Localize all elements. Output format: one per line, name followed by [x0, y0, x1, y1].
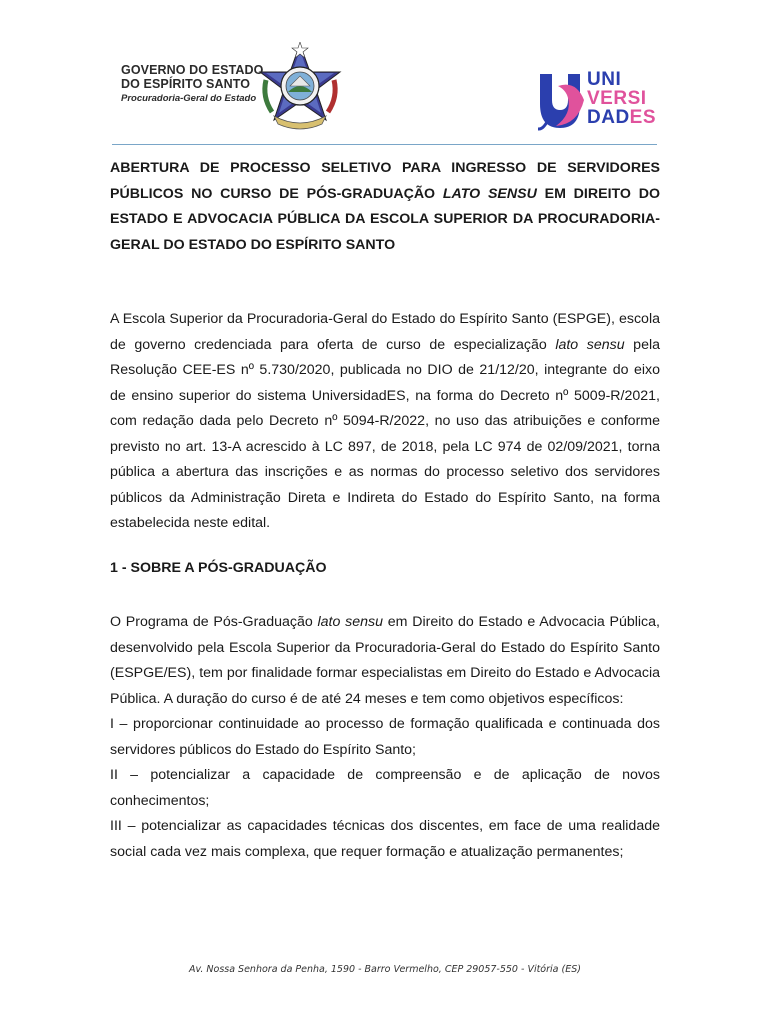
section-heading: 1 - SOBRE A PÓS-GRADUAÇÃO — [110, 560, 327, 576]
intro-paragraph — [110, 307, 660, 537]
univ-line3 — [587, 108, 656, 127]
universidades-logo-text — [587, 70, 656, 127]
title-part1: ABERTURA DE PROCESSO SELETIVO PARA INGRESSO DE SERVIDORES PÚBLICOS NO CURSO DE PÓS-GRADUAÇÃO — [110, 160, 660, 202]
section-paragraph — [110, 610, 660, 712]
government-logo-text — [121, 64, 263, 104]
intro-part2: pela Resolução CEE-ES nº 5.730/2020, publicada no DIO de 21/12/20, integrante do eixo de ensino superior do sistema UniversidadES, na forma do Decreto nº 5009-R/2021, com redação dada pelo Decreto nº 5094-R/2022, no uso das atribuições e conforme previsto no art. 13-A acrescido à LC 897, de 2018, pela LC 974 de 02/09/2021, torna pública a abertura das inscrições e as normas do processo seletivo dos servidores públicos da Administração Direta e Indireta do Estado do Espírito Santo, na forma estabelecida neste edital. — [110, 336, 661, 531]
document-title — [110, 156, 660, 258]
univ-line3a: DAD — [587, 107, 630, 128]
gov-name-line1: GOVERNO DO ESTADO — [121, 63, 264, 77]
section-para-part1: O Programa de Pós-Graduação — [110, 614, 318, 630]
intro-italic: lato sensu — [555, 336, 625, 353]
list-item: II – potencializar a capacidade de compreensão e de aplicação de novos conhecimentos; — [110, 767, 660, 809]
title-italic: LATO SENSU — [442, 185, 537, 202]
list-item: I – proporcionar continuidade ao processo de formação qualificada e continuada dos servidores públicos do Estado do Espírito Santo; — [110, 716, 660, 758]
letterhead — [0, 0, 770, 150]
footer-address: Av. Nossa Senhora da Penha, 1590 - Barro Vermelho, CEP 29057-550 - Vitória (ES) — [189, 964, 581, 975]
section-body — [110, 610, 660, 865]
intro-part1: A Escola Superior da Procuradoria-Geral do Estado do Espírito Santo (ESPGE), escola de governo credenciada para oferta de curso de especialização — [110, 311, 660, 353]
gov-name-line2: DO ESPÍRITO SANTO — [121, 76, 251, 91]
section-para-part2: em Direito do Estado e Advocacia Pública, desenvolvido pela Escola Superior da Procuradoria-Geral do Estado do Espírito Santo (ESPGE/ES), tem por finalidade formar especialistas em Direito do Estado e Advocacia Pública. A duração do curso é de até 24 meses e tem como objetivos específicos: — [110, 614, 660, 707]
univ-line1: UNI — [587, 69, 622, 90]
list-item: III – potencializar as capacidades técnicas dos discentes, em face de uma realidade social cada vez mais complexa, que requer formação e atualização permanentes; — [110, 818, 660, 860]
title-part2: EM DIREITO DO ESTADO E ADVOCACIA PÚBLICA DA ESCOLA SUPERIOR DA PROCURADORIA-GERAL DO ESTADO DO ESPÍRITO SANTO — [110, 185, 661, 253]
univ-line2: VERSI — [587, 88, 647, 109]
univ-line3b: ES — [629, 107, 657, 128]
gov-department: Procuradoria-Geral do Estado — [121, 93, 257, 104]
coat-of-arms-icon — [252, 42, 348, 132]
section-para-italic: lato sensu — [317, 614, 383, 630]
header-divider — [112, 144, 657, 145]
